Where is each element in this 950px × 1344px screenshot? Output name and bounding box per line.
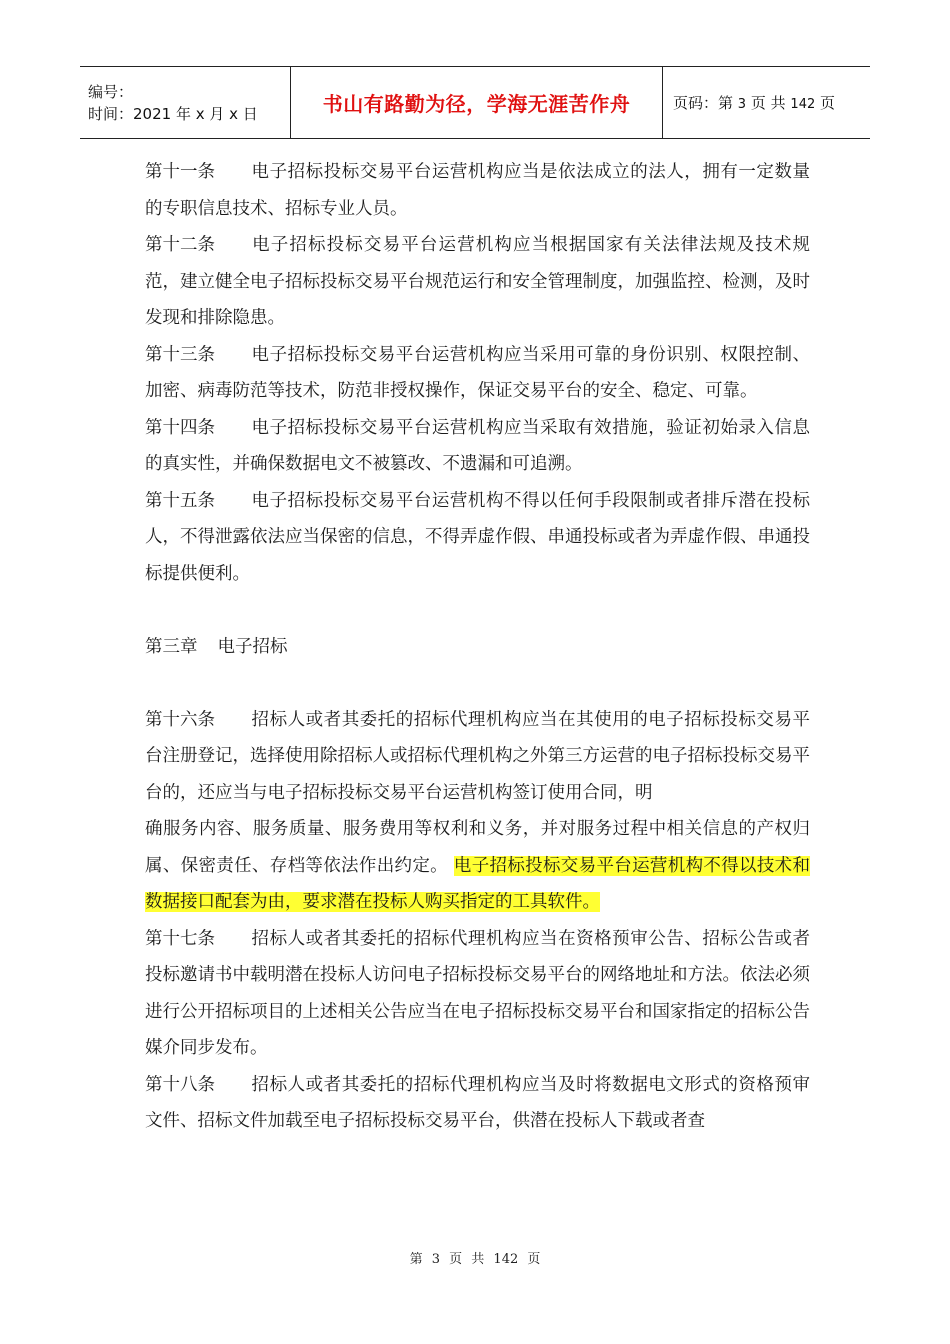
article-label: 第十一条 (145, 162, 215, 182)
article-label: 第十六条 (145, 709, 215, 730)
doc-date: 时间：2021 年 x 月 x 日 (88, 104, 258, 123)
article-16 (145, 702, 810, 812)
doc-number-label: 编号： (88, 82, 134, 101)
article-label: 第十五条 (145, 490, 215, 511)
article-label: 第十八条 (145, 1074, 215, 1095)
article-14 (145, 410, 810, 483)
article-text: 招标人或者其委托的招标代理机构应当及时将数据电文形式的资格预审文件、招标文件加载至电子招标投标交易平台，供潜在投标人下载或者查 (145, 1074, 810, 1131)
page-code-current: 3 (737, 97, 747, 112)
highlighted-text: 电子招标投标交易平台运营机构不得以技术和数据接口配套为由，要求潜在投标人购买指定的工具软件。 (145, 855, 810, 912)
page-code-mid: 页 共 (750, 94, 786, 112)
article-16-continued (145, 811, 810, 921)
chapter-title: 电子招标 (217, 636, 288, 657)
page-code-total: 142 (790, 97, 816, 112)
article-17 (145, 921, 810, 1067)
article-label: 第十七条 (145, 928, 215, 949)
article-13 (145, 337, 810, 410)
article-11 (145, 154, 810, 227)
spacer (145, 592, 810, 629)
article-label: 第十二条 (145, 235, 215, 255)
article-12 (145, 227, 810, 337)
article-text: 电子招标投标交易平台运营机构应当是依法成立的法人，拥有一定数量的专职信息技术、招标专业人员。 (145, 162, 810, 219)
article-label: 第十四条 (145, 417, 215, 438)
article-text: 电子招标投标交易平台运营机构应当采用可靠的身份识别、权限控制、加密、病毒防范等技术，防范非授权操作，保证交易平台的安全、稳定、可靠。 (145, 344, 810, 401)
article-text: 确服务内容、服务质量、服务费用等权利和义务，并对服务过程中相关信息的产权归属、保密责任、存档等依法作出约定。 (145, 819, 810, 876)
page-code (673, 92, 870, 113)
article-text: 招标人或者其委托的招标代理机构应当在其使用的电子招标投标交易平台注册登记，选择使用除招标人或招标代理机构之外第三方运营的电子招标投标交易平台的，还应当与电子招标投标交易平台运营机构签订使用合同，明 (145, 709, 810, 803)
article-18 (145, 1067, 810, 1140)
page-code-suffix: 页 (820, 94, 836, 112)
article-text: 电子招标投标交易平台运营机构应当根据国家有关法律法规及技术规范，建立健全电子招标投标交易平台规范运行和安全管理制度，加强监控、检测，及时发现和排除隐患。 (145, 235, 810, 328)
article-text: 电子招标投标交易平台运营机构应当采取有效措施，验证初始录入信息的真实性，并确保数据电文不被篡改、不遗漏和可追溯。 (145, 417, 810, 474)
chapter-heading (145, 629, 810, 666)
document-body (145, 154, 810, 1140)
chapter-label: 第三章 (145, 636, 198, 657)
header-page-code (663, 67, 870, 138)
header-motto-cell (291, 67, 663, 138)
article-15 (145, 483, 810, 593)
article-text: 电子招标投标交易平台运营机构不得以任何手段限制或者排斥潜在投标人，不得泄露依法应当保密的信息，不得弄虚作假、串通投标或者为弄虚作假、串通投标提供便利。 (145, 490, 810, 584)
article-label: 第十三条 (145, 344, 215, 365)
page-code-prefix: 页码：第 (673, 94, 734, 112)
page-footer: 第 3 页 共 142 页 (409, 1252, 541, 1267)
spacer (145, 665, 810, 702)
page-header (80, 66, 870, 139)
header-motto: 书山有路勤为径，学海无涯苦作舟 (322, 92, 631, 116)
article-text: 招标人或者其委托的招标代理机构应当在资格预审公告、招标公告或者投标邀请书中载明潜在投标人访问电子招标投标交易平台的网络地址和方法。依法必须进行公开招标项目的上述相关公告应当在电子招标投标交易平台和国家指定的招标公告媒介同步发布。 (145, 928, 810, 1058)
header-meta (80, 67, 291, 138)
